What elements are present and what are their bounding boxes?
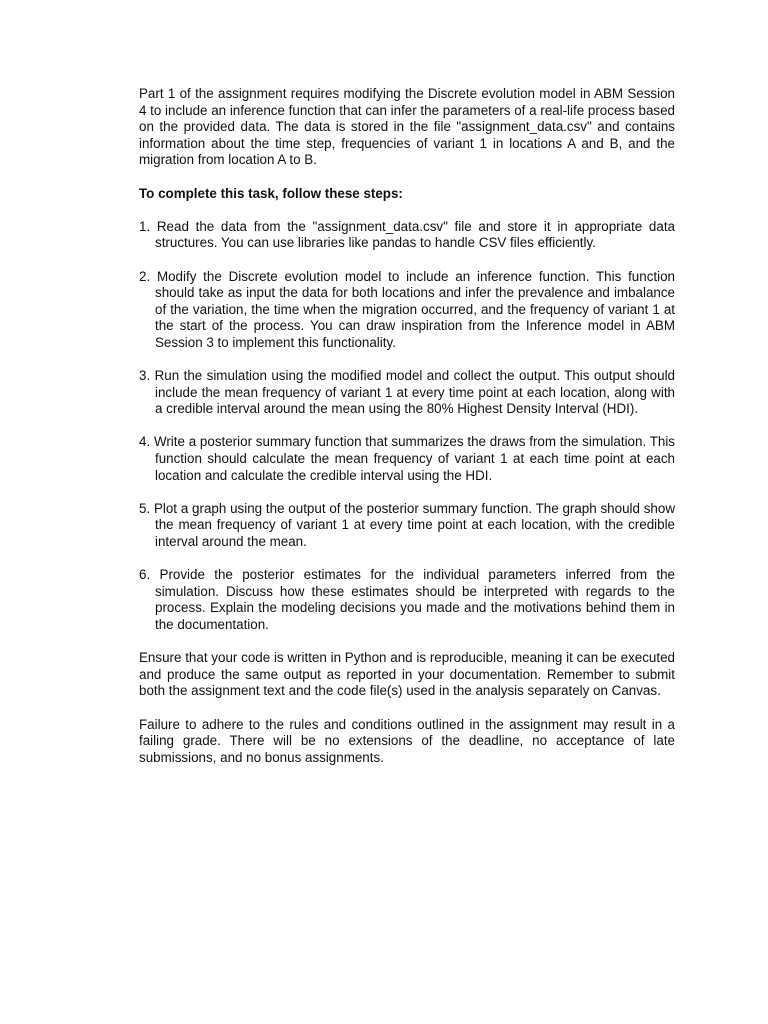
step-item: 2. Modify the Discrete evolution model to include an inference function. This function should take as input the data for both locations and infer the prevalence and imbalance of the variation, the time when the migration occurred, and the frequency of variant 1 at the start of the process. You can draw inspiration from the Inference model in ABM Session 3 to implement this functionality. bbox=[139, 268, 675, 350]
step-item: 3. Run the simulation using the modified model and collect the output. This output should include the mean frequency of variant 1 at every time point at each location, along with a credible interval around the mean using the 80% Highest Density Interval (HDI). bbox=[139, 368, 675, 417]
document-page bbox=[139, 86, 675, 783]
step-item: 1. Read the data from the "assignment_data.csv" file and store it in appropriate data structures. You can use libraries like pandas to handle CSV files efficiently. bbox=[139, 218, 675, 251]
reproducibility-paragraph: Ensure that your code is written in Python and is reproducible, meaning it can be executed and produce the same output as reported in your documentation. Remember to submit both the assignment text and the code file(s) used in the analysis separately on Canvas. bbox=[139, 650, 675, 699]
step-item: 6. Provide the posterior estimates for the individual parameters inferred from the simulation. Discuss how these estimates should be interpreted with regards to the process. Explain the modeling decisions you made and the motivations behind them in the documentation. bbox=[139, 567, 675, 632]
step-item: 5. Plot a graph using the output of the posterior summary function. The graph should show the mean frequency of variant 1 at every time point at each location, with the credible interval around the mean. bbox=[139, 500, 675, 550]
steps-heading: To complete this task, follow these steps: bbox=[139, 185, 403, 201]
rules-paragraph: Failure to adhere to the rules and conditions outlined in the assignment may result in a failing grade. There will be no extensions of the deadline, no acceptance of late submissions, and no bonus assignments. bbox=[139, 716, 675, 765]
intro-paragraph: Part 1 of the assignment requires modifying the Discrete evolution model in ABM Session 4 to include an inference function that can infer the parameters of a real-life process based on the provided data. The data is stored in the file "assignment_data.csv" and contains information about the time step, frequencies of variant 1 in locations A and B, and the migration from location A to B. bbox=[139, 86, 675, 168]
step-item: 4. Write a posterior summary function that summarizes the draws from the simulation. This function should calculate the mean frequency of variant 1 at each time point at each location and calculate the credible interval using the HDI. bbox=[139, 434, 675, 483]
